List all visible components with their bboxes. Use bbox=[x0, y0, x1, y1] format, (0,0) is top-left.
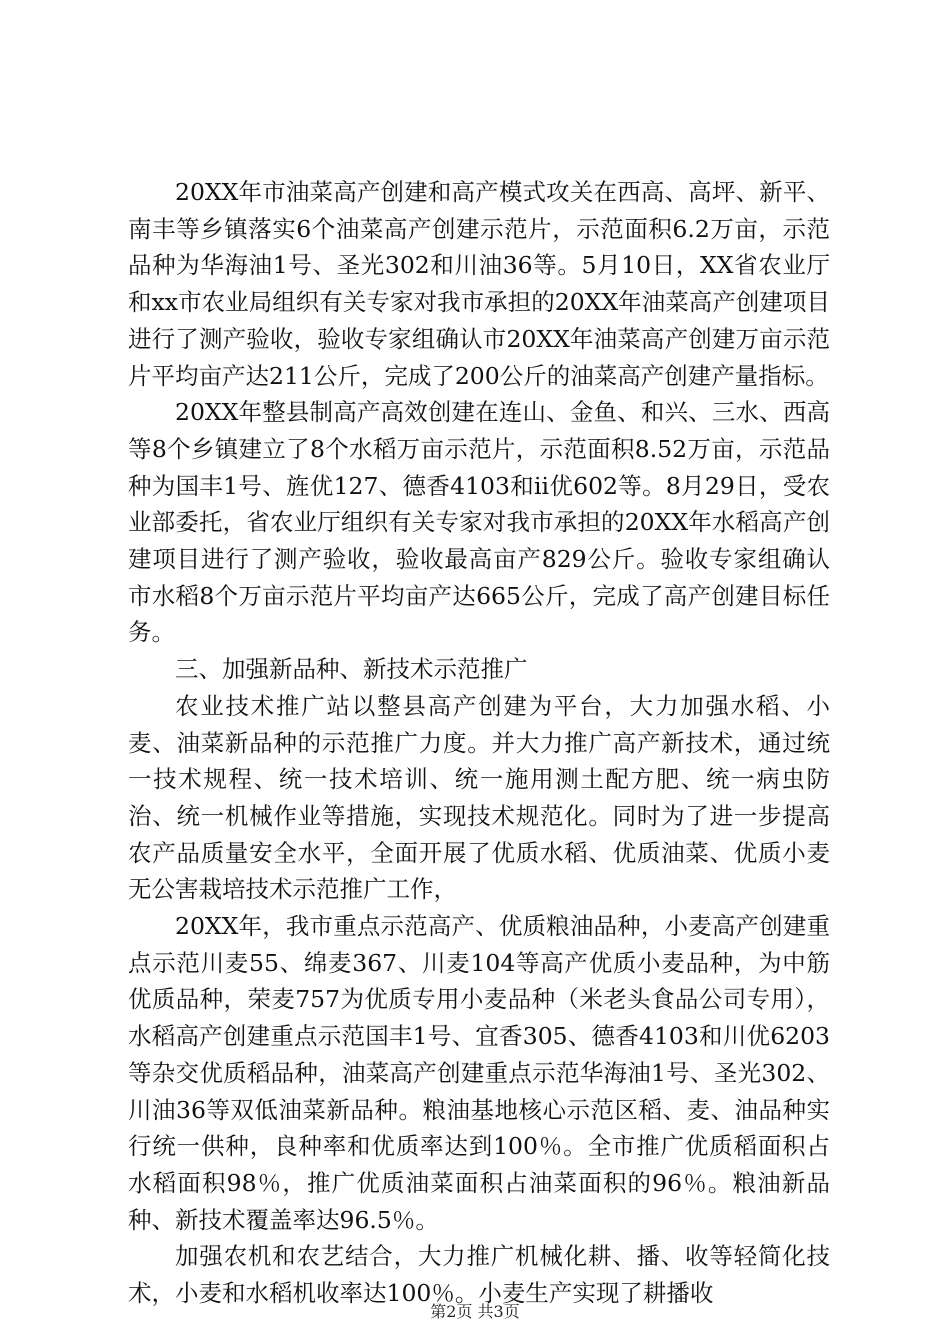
document-body bbox=[128, 174, 830, 1312]
section-heading-new-varieties: 三、加强新品种、新技术示范推广 bbox=[175, 655, 528, 684]
paragraph-rapeseed-high-yield: 20XX年市油菜高产创建和高产模式攻关在西高、高坪、新平、南丰等乡镇落实6个油菜高产创建示范片，示范面积6.2万亩，示范品种为华海油1号、圣光302和川油36等。5月10日，XX省农业厅和xx市农业局组织有关专家对我市承担的20XX年油菜高产创建项目进行了测产验收，验收专家组确认市20XX年油菜高产创建万亩示范片平均亩产达211公斤，完成了200公斤的油菜高产创建产量指标。 bbox=[128, 178, 830, 390]
paragraph-demonstration-varieties: 20XX年，我市重点示范高产、优质粮油品种，小麦高产创建重点示范川麦55、绵麦367、川麦104等高产优质小麦品种，为中筋优质品种，荣麦757为优质专用小麦品种（米老头食品公司专用），水稻高产创建重点示范国丰1号、宜香305、德香4103和川优6203等杂交优质稻品种，油菜高产创建重点示范华海油1号、圣光302、川油36等双低油菜新品种。粮油基地核心示范区稻、麦、油品种实行统一供种，良种率和优质率达到100％。全市推广优质稻面积占水稻面积98％，推广优质油菜面积占油菜面积的96％。粮油新品种、新技术覆盖率达96.5％。 bbox=[128, 912, 830, 1234]
paragraph-mechanization: 加强农机和农艺结合，大力推广机械化耕、播、收等轻简化技术，小麦和水稻机收率达100％。小麦生产实现了耕播收 bbox=[128, 1242, 830, 1308]
page-number-footer: 第2页 共3页 bbox=[430, 1302, 520, 1321]
paragraph-rice-high-yield: 20XX年整县制高产高效创建在连山、金鱼、和兴、三水、西高等8个乡镇建立了8个水稻万亩示范片，示范面积8.52万亩，示范品种为国丰1号、旌优127、德香4103和ii优602等。8月29日，受农业部委托，省农业厅组织有关专家对我市承担的20XX年水稻高产创建项目进行了测产验收，验收最高亩产829公斤。验收专家组确认市水稻8个万亩示范片平均亩产达665公斤，完成了高产创建目标任务。 bbox=[128, 398, 830, 647]
paragraph-extension-station: 农业技术推广站以整县高产创建为平台，大力加强水稻、小麦、油菜新品种的示范推广力度。并大力推广高产新技术，通过统一技术规程、统一技术培训、统一施用测土配方肥、统一病虫防治、统一机械作业等措施，实现技术规范化。同时为了进一步提高农产品质量安全水平，全面开展了优质水稻、优质油菜、优质小麦无公害栽培技术示范推广工作， bbox=[128, 691, 830, 904]
